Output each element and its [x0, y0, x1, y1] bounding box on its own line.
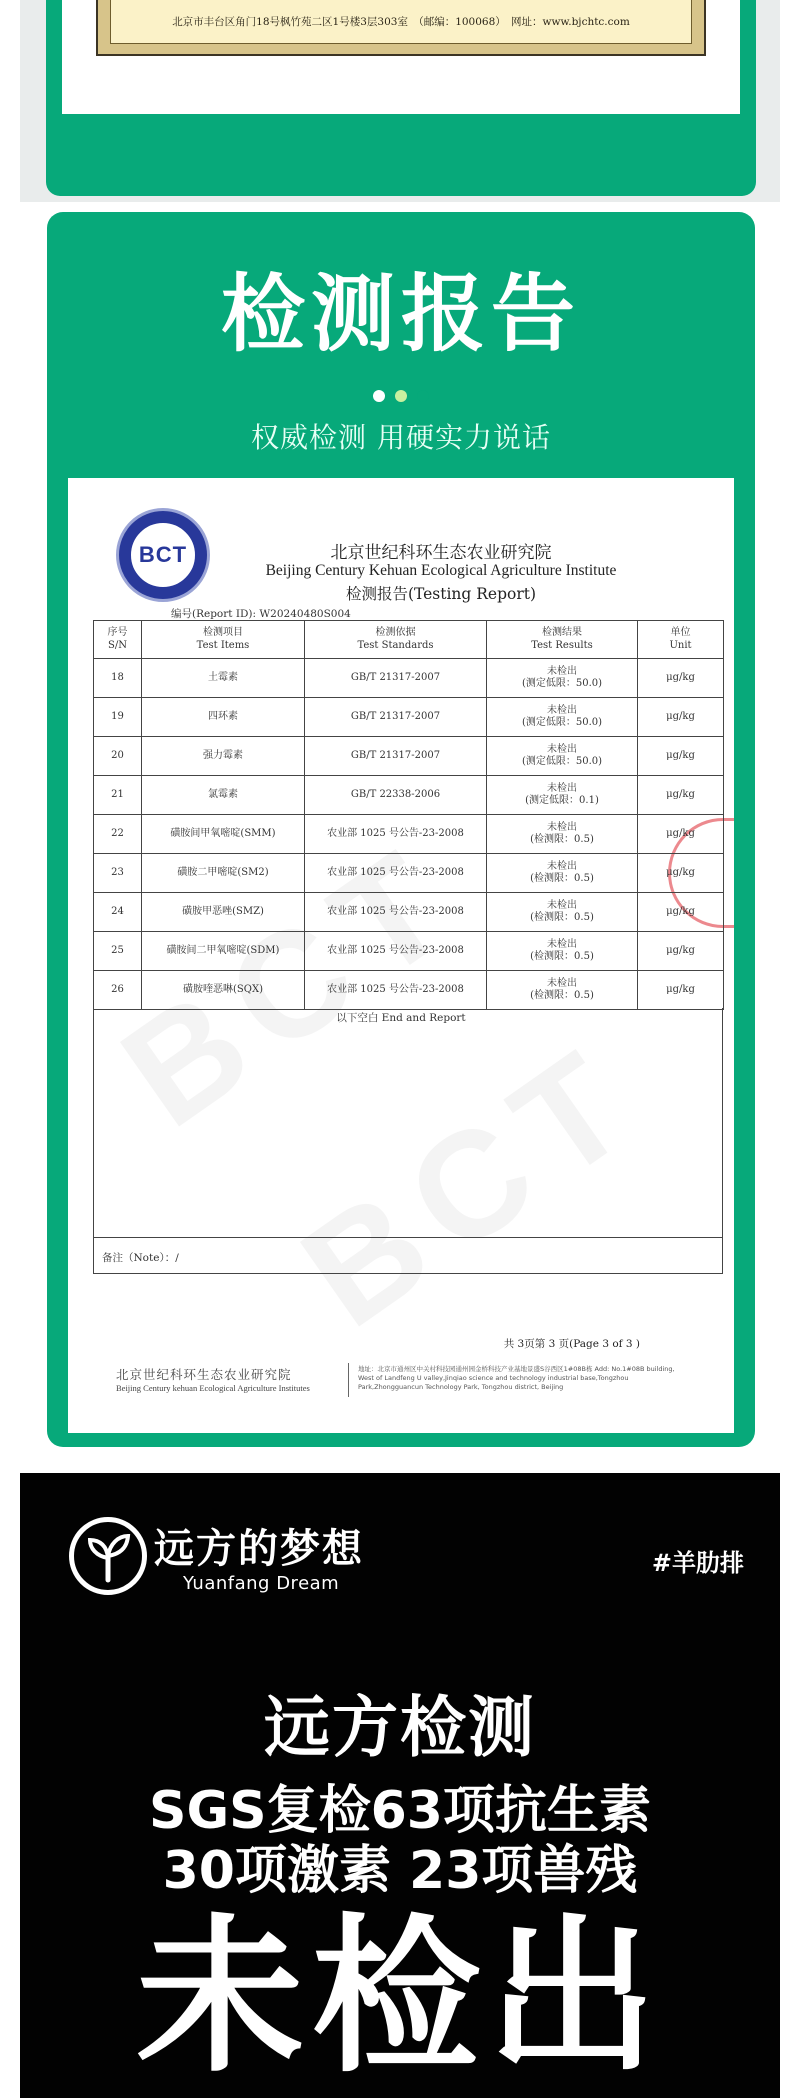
cell-text: 磺胺间甲氧嘧啶(SMM) — [170, 827, 276, 839]
note-text: 备注（Note）：/ — [102, 1252, 179, 1264]
header-label-cn: 检测结果 — [542, 627, 582, 638]
header-label-cn: 检测依据 — [375, 627, 416, 638]
result-text: 未检出 — [547, 899, 577, 911]
table-row — [94, 971, 724, 1010]
result-text: 未检出 — [547, 782, 577, 794]
cell-text: 农业部 1025 号公告-23-2008 — [327, 944, 464, 956]
headline-line-3: 30项激素 23项兽残 — [162, 1841, 638, 1901]
cell-text: 24 — [111, 905, 124, 917]
cell-test-item — [142, 854, 305, 893]
cell-text: 22 — [111, 827, 124, 839]
cell-test-item — [142, 815, 305, 854]
result-text: 未检出 — [547, 743, 577, 755]
cell-unit — [638, 776, 724, 815]
table-row — [94, 737, 724, 776]
cell-text: μg/kg — [666, 827, 695, 839]
result-text: 未检出 — [547, 665, 577, 677]
result-text: 未检出 — [547, 860, 577, 872]
cell-test-standard — [305, 776, 487, 815]
cell-test-result — [487, 854, 638, 893]
report-id: 编号(Report ID): W20240480S004 — [171, 608, 351, 620]
cell-test-standard — [305, 932, 487, 971]
result-limit: (测定低限：50.0) — [521, 717, 603, 728]
result-text: 未检出 — [547, 704, 577, 716]
results-table — [93, 620, 724, 1010]
header-label-en: S/N — [108, 639, 127, 651]
cell-sn — [94, 659, 142, 698]
cell-test-result — [487, 893, 638, 932]
cell-text: μg/kg — [666, 671, 695, 683]
cell-test-result — [487, 971, 638, 1010]
carousel-dot[interactable] — [417, 390, 429, 402]
cell-sn — [94, 854, 142, 893]
table-row — [94, 932, 724, 971]
cell-test-result — [487, 698, 638, 737]
header-test-results — [487, 621, 638, 659]
cell-sn — [94, 737, 142, 776]
cell-text: 磺胺甲恶唑(SMZ) — [182, 905, 264, 917]
report-title: 检测报告(Testing Report) — [345, 585, 537, 603]
cell-test-result — [487, 659, 638, 698]
certificate-address-line: 北京市丰台区角门18号枫竹苑二区1号楼3层303室 （邮编：100068） 网址：www.bjchtc.com — [172, 16, 630, 28]
note-row — [93, 1238, 723, 1274]
header-label-en: Test Results — [531, 639, 593, 651]
cell-test-result — [487, 815, 638, 854]
footer-institute-cn: 北京世纪科环生态农业研究院 — [116, 1367, 292, 1382]
table-row — [94, 659, 724, 698]
bct-logo-text: BCT — [138, 542, 188, 567]
report-section — [47, 212, 755, 1447]
cell-test-item — [142, 971, 305, 1010]
cell-text: μg/kg — [666, 905, 695, 917]
cell-test-item — [142, 737, 305, 776]
end-of-report-text: 以下空白 End and Report — [336, 1012, 466, 1024]
cell-text: μg/kg — [666, 866, 695, 878]
institute-name-en: Beijing Century Kehuan Ecological Agriculture Institute — [265, 562, 617, 579]
result-limit: (测定低限：50.0) — [521, 678, 603, 689]
table-row — [94, 854, 724, 893]
blank-area — [93, 1008, 723, 1238]
report-document — [68, 478, 734, 1433]
cell-text: 21 — [111, 788, 124, 800]
cell-test-item — [142, 932, 305, 971]
table-row — [94, 698, 724, 737]
cell-text: 20 — [111, 749, 124, 761]
report-section-subtitle: 权威检测 用硬实力说话 — [251, 421, 551, 454]
cell-text: 25 — [111, 944, 124, 956]
table-row — [94, 776, 724, 815]
carousel-dot-active[interactable] — [395, 390, 407, 402]
result-limit: (测定低限：50.0) — [521, 756, 603, 767]
cell-text: μg/kg — [666, 788, 695, 800]
cell-test-standard — [305, 737, 487, 776]
header-test-items — [142, 621, 305, 659]
cell-text: 23 — [111, 866, 124, 878]
cell-unit — [638, 737, 724, 776]
cell-test-item — [142, 659, 305, 698]
carousel-dots — [47, 390, 755, 402]
sprout-icon — [74, 1522, 142, 1590]
cell-unit — [638, 893, 724, 932]
cell-sn — [94, 776, 142, 815]
headline-not-detected: 未检出 — [136, 1899, 664, 2095]
cell-text: μg/kg — [666, 749, 695, 761]
certificate-section — [20, 0, 780, 202]
cell-test-result — [487, 737, 638, 776]
header-label-en: Unit — [669, 639, 692, 651]
cell-text: μg/kg — [666, 944, 695, 956]
institute-name-cn: 北京世纪科环生态农业研究院 — [330, 543, 552, 563]
header-label-cn: 单位 — [670, 627, 691, 638]
cell-test-item — [142, 698, 305, 737]
table-header-row — [94, 621, 724, 659]
result-limit: (检测限：0.5) — [530, 951, 594, 962]
cell-text: 四环素 — [208, 710, 238, 722]
header-label-en: Test Items — [196, 639, 250, 651]
cell-unit — [638, 659, 724, 698]
result-limit: (检测限：0.5) — [530, 834, 594, 845]
certificate-image — [96, 0, 706, 56]
cell-test-standard — [305, 698, 487, 737]
footer-address: 地址：北京市通州区中关村科技园通州园金桥科技产业基地景盛S谷西区1#08B栋 Add: No.1#08B building, West of Landfeng U valley,Jinqiao science and technology industrial base,Tongzhou Park,Zhongguancun Technology Park, Tongzhou district, Beijing — [358, 1365, 675, 1391]
cell-text: GB/T 21317-2007 — [350, 671, 441, 683]
cell-test-standard — [305, 854, 487, 893]
cell-text: μg/kg — [666, 983, 695, 995]
cell-sn — [94, 698, 142, 737]
cell-sn — [94, 971, 142, 1010]
cell-text: 26 — [111, 983, 124, 995]
table-row — [94, 893, 724, 932]
cell-text: 农业部 1025 号公告-23-2008 — [327, 983, 464, 995]
cell-unit — [638, 698, 724, 737]
brand-name-cn: 远方的梦想 — [154, 1526, 364, 1572]
table-row — [94, 815, 724, 854]
cell-test-item — [142, 776, 305, 815]
brand-name-en: Yuanfang Dream — [183, 1573, 340, 1594]
cell-text: 强力霉素 — [203, 749, 243, 761]
cell-text: 农业部 1025 号公告-23-2008 — [327, 827, 464, 839]
cell-test-standard — [305, 893, 487, 932]
cell-text: 磺胺喹恶啉(SQX) — [183, 983, 263, 995]
cell-text: GB/T 22338-2006 — [350, 788, 441, 800]
certificate-mat — [62, 0, 740, 114]
cell-text: GB/T 21317-2007 — [350, 710, 441, 722]
certificate-paper — [110, 0, 692, 44]
cell-test-standard — [305, 971, 487, 1010]
footer-institute-en: Beijing Century kehuan Ecological Agriculture Institutes — [116, 1383, 310, 1393]
cell-text: 土霉素 — [208, 671, 238, 683]
cell-text: 19 — [111, 710, 124, 722]
cell-text: 18 — [111, 671, 124, 683]
result-text: 未检出 — [547, 938, 577, 950]
result-limit: (检测限：0.5) — [530, 990, 594, 1001]
cell-unit — [638, 854, 724, 893]
result-limit: (测定低限：0.1) — [525, 795, 599, 806]
cell-test-standard — [305, 815, 487, 854]
headline-line-2: SGS复检63项抗生素 — [149, 1781, 651, 1841]
cell-text: 农业部 1025 号公告-23-2008 — [327, 866, 464, 878]
cell-test-result — [487, 776, 638, 815]
cell-text: 磺胺间二甲氧嘧啶(SDM) — [166, 944, 280, 956]
cell-test-item — [142, 893, 305, 932]
cell-sn — [94, 893, 142, 932]
headline-line-1: 远方检测 — [264, 1689, 536, 1766]
sprout-logo-icon — [69, 1517, 147, 1595]
cell-sn — [94, 932, 142, 971]
cell-text: 磺胺二甲嘧啶(SM2) — [177, 866, 269, 878]
cell-text: 氯霉素 — [208, 788, 238, 800]
cell-unit — [638, 971, 724, 1010]
product-hashtag[interactable]: #羊肋排 — [651, 1549, 744, 1577]
brand-banner — [20, 1473, 780, 2098]
cell-test-result — [487, 932, 638, 971]
cell-text: 农业部 1025 号公告-23-2008 — [327, 905, 464, 917]
footer-divider — [348, 1363, 349, 1397]
header-label-cn: 检测项目 — [203, 627, 243, 638]
result-text: 未检出 — [547, 821, 577, 833]
certificate-card — [46, 0, 756, 196]
page-number: 共 3页第 3 页(Page 3 of 3 ) — [503, 1338, 640, 1350]
result-limit: (检测限：0.5) — [530, 873, 594, 884]
header-sn — [94, 621, 142, 659]
header-unit — [638, 621, 724, 659]
result-text: 未检出 — [547, 977, 577, 989]
carousel-dot[interactable] — [373, 390, 385, 402]
cell-text: μg/kg — [666, 710, 695, 722]
header-label-en: Test Standards — [357, 639, 434, 651]
result-limit: (检测限：0.5) — [530, 912, 594, 923]
header-test-standards — [305, 621, 487, 659]
report-section-title: 检测报告 — [220, 265, 581, 363]
cell-text: GB/T 21317-2007 — [350, 749, 441, 761]
cell-unit — [638, 932, 724, 971]
cell-sn — [94, 815, 142, 854]
cell-unit — [638, 815, 724, 854]
cell-test-standard — [305, 659, 487, 698]
header-label-cn: 序号 — [107, 627, 128, 638]
